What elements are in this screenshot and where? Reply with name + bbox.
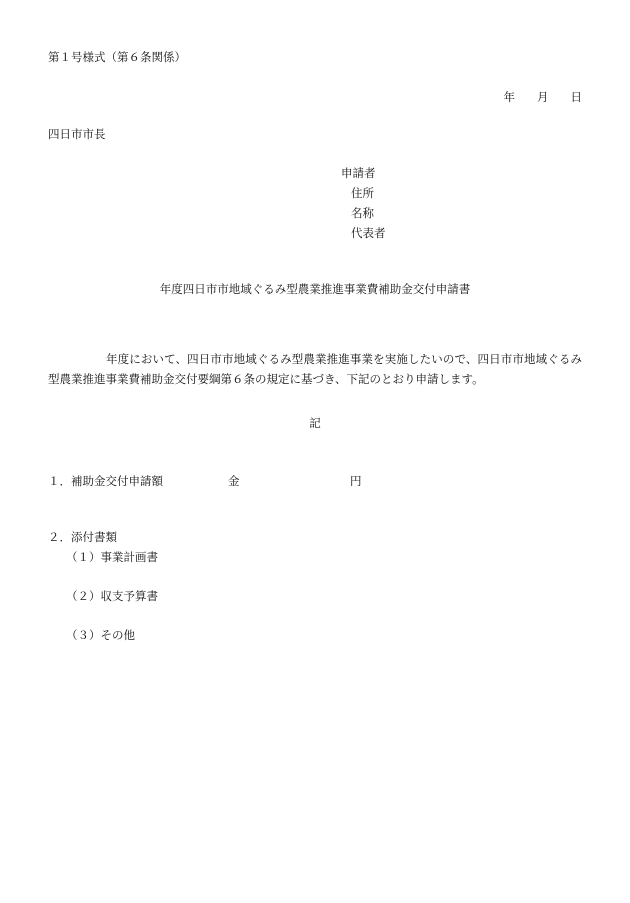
attachment-budget: （２）収支予算書 [66, 589, 158, 603]
recipient: 四日市市長 [48, 127, 106, 141]
date-year: 年 [503, 90, 515, 104]
document-title: 年度四日市市地域ぐるみ型農業推進事業費補助金交付申請書 [159, 282, 471, 296]
date-line [504, 90, 583, 104]
item-subsidy-amount [48, 474, 362, 488]
attachment-other: （３）その他 [66, 628, 135, 642]
date-day: 日 [570, 90, 582, 104]
item-subsidy-amount-kin: 金 [228, 474, 240, 488]
form-number: 第１号様式（第６条関係） [48, 50, 186, 64]
date-month: 月 [537, 90, 549, 104]
applicant-address-label: 住所 [351, 186, 374, 200]
applicant-block [341, 166, 386, 246]
item-subsidy-amount-yen: 円 [350, 474, 362, 488]
applicant-name-label: 名称 [351, 206, 374, 220]
body-paragraph: 年度において、四日市市地域ぐるみ型農業推進事業を実施したいので、四日市市地域ぐるみ型農業推進事業費補助金交付要綱第６条の規定に基づき、下記のとおり申請します。 [48, 351, 582, 386]
item-attachments-label: ２．添付書類 [48, 530, 117, 544]
attachment-business-plan: （１）事業計画書 [66, 550, 158, 564]
applicant-representative-label: 代表者 [351, 226, 386, 240]
ki-heading: 記 [309, 416, 321, 430]
applicant-heading: 申請者 [341, 166, 376, 180]
item-subsidy-amount-label: １．補助金交付申請額 [48, 474, 163, 488]
